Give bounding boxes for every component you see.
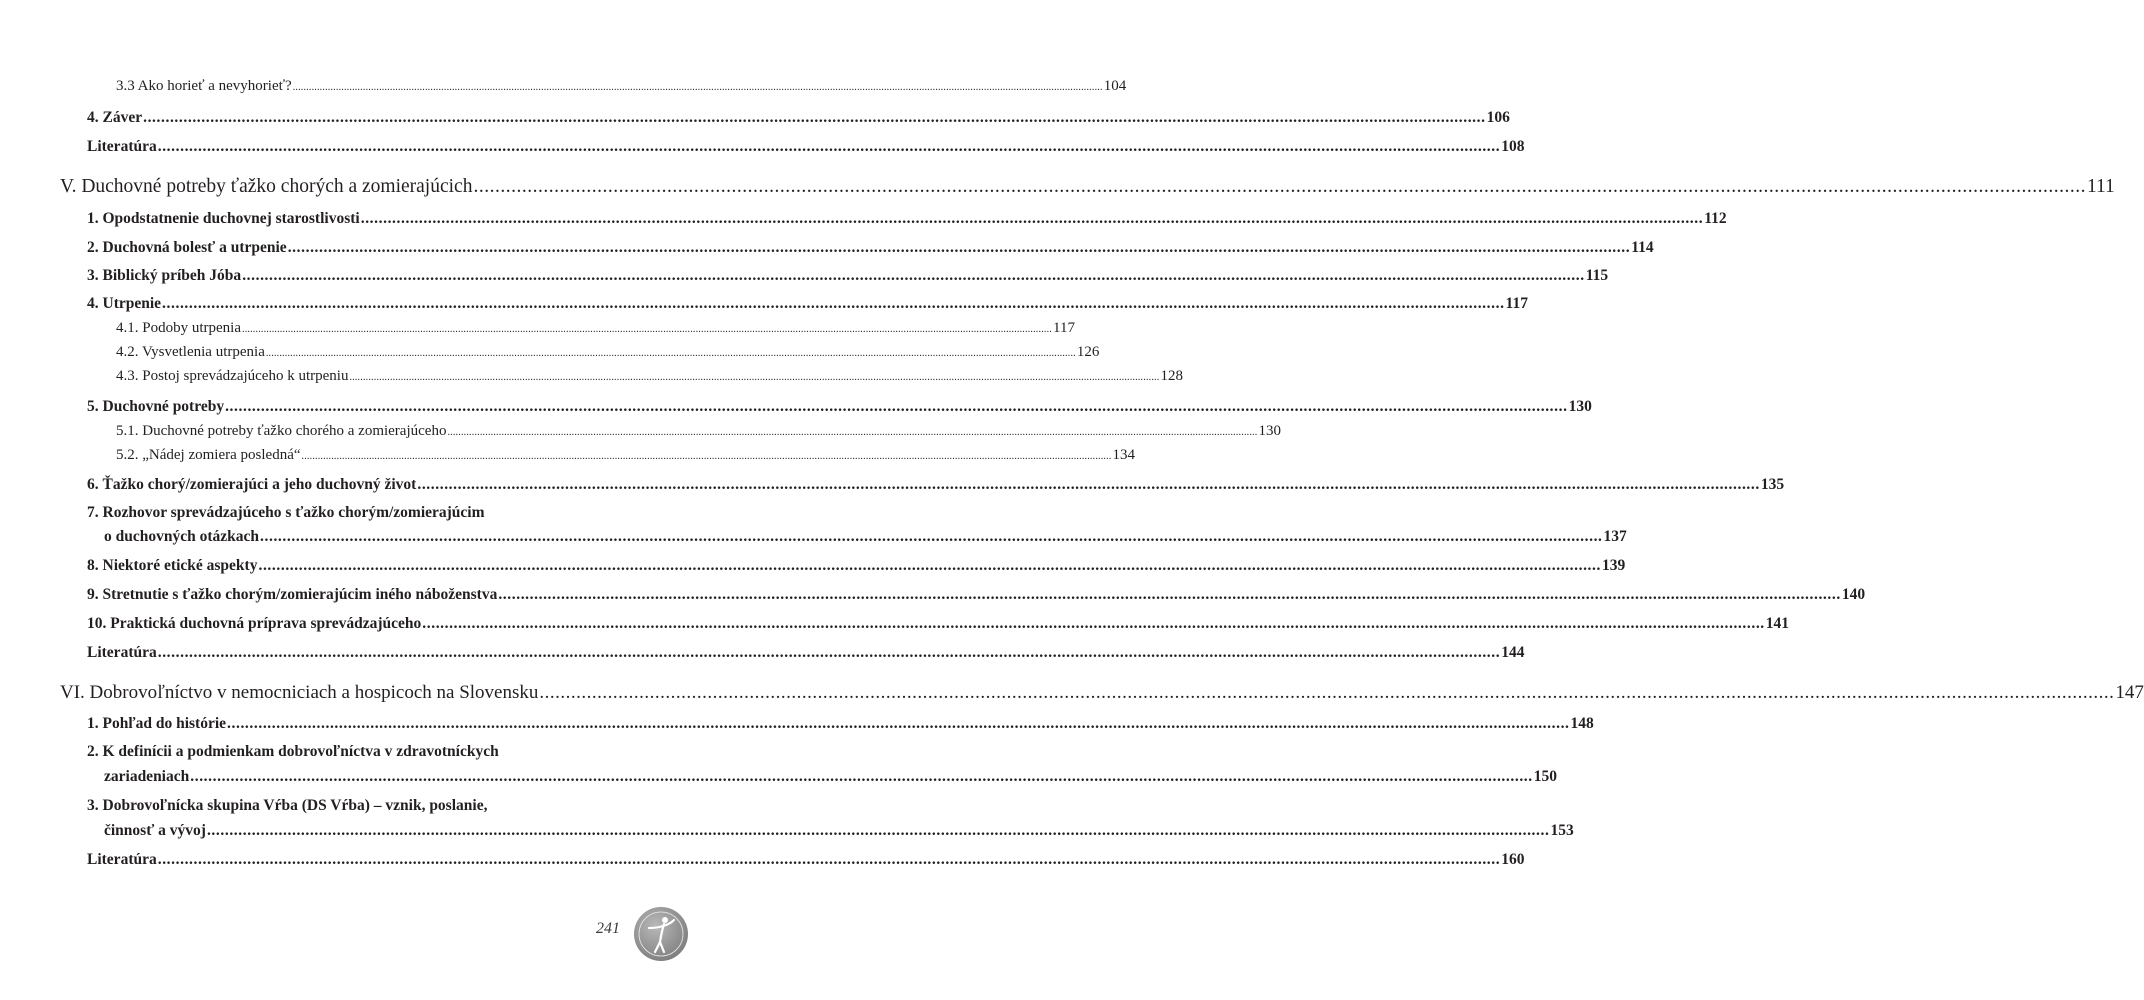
toc-leader-dots: ............................................................................................................................................................................................................................................................................................................: [162, 295, 1505, 312]
toc-entry-title: 10. Praktická duchovná príprava sprevádzajúceho: [87, 615, 422, 632]
toc-entry: [87, 138, 1525, 156]
toc-chapter: [60, 176, 2115, 198]
toc-subentry-title: 5.1. Duchovné potreby ťažko chorého a zomierajúceho: [116, 423, 447, 439]
toc-entry-title: 3.3 Ako horieť a nevyhorieť?: [116, 78, 292, 94]
toc-entry: [104, 528, 1627, 546]
toc-entry-title: 3. Biblický príbeh Jóba: [87, 267, 242, 284]
toc-entry: [87, 295, 1528, 313]
toc-entry-page: 150: [1533, 768, 1557, 785]
toc-entry: [104, 768, 1557, 786]
toc-leader-dots: ............................................................................................................................................................................................................................................................................................................: [157, 644, 1501, 661]
toc-leader-dots: ............................................................................................................................................................................................................................................................................................................: [292, 82, 1103, 93]
toc-leader-dots: ............................................................................................................................................................................................................................................................................................................: [360, 210, 1704, 227]
toc-entry-page: 104: [1103, 78, 1127, 94]
toc-entry-page: 144: [1501, 644, 1525, 661]
toc-chapter-title: V. Duchovné potreby ťažko chorých a zomierajúcich: [60, 176, 473, 197]
toc-entry-title-line1: 3. Dobrovoľnícka skupina Vŕba (DS Vŕba) – vznik, poslanie,: [87, 797, 488, 814]
toc-entry-title: 6. Ťažko chorý/zomierajúci a jeho duchovný život: [87, 476, 417, 493]
toc-entry: [87, 398, 1592, 416]
toc-leader-dots: ............................................................................................................................................................................................................................................................................................................: [417, 476, 1760, 493]
toc-leader-dots: ............................................................................................................................................................................................................................................................................................................: [301, 451, 1112, 462]
toc-leader-dots: ............................................................................................................................................................................................................................................................................................................: [242, 267, 1585, 284]
toc-entry-title: Literatúra: [87, 138, 157, 155]
toc-entry-page: 148: [1570, 715, 1594, 732]
toc-entry: [87, 267, 1609, 285]
toc-entry-title-line1: 2. K definícii a podmienkam dobrovoľníctva v zdravotníckych: [87, 743, 499, 760]
toc-leader-dots: ............................................................................................................................................................................................................................................................................................................: [422, 615, 1765, 632]
toc-subentry: [116, 423, 1281, 440]
toc-entry-page: 130: [1568, 398, 1592, 415]
toc-leader-dots: ............................................................................................................................................................................................................................................................................................................: [190, 768, 1533, 785]
toc-chapter: [60, 682, 2144, 704]
toc-entry-page: 153: [1550, 822, 1574, 839]
toc-entry-page: 137: [1603, 528, 1627, 545]
toc-entry-page: 139: [1601, 557, 1626, 574]
toc-entry-page: 112: [1704, 210, 1727, 227]
toc-leader-dots: ............................................................................................................................................................................................................................................................................................................: [447, 427, 1258, 438]
toc-leader-dots: ............................................................................................................................................................................................................................................................................................................: [265, 348, 1076, 359]
toc-leader-dots: ............................................................................................................................................................................................................................................................................................................: [157, 138, 1501, 155]
toc-entry: [87, 210, 1727, 228]
toc-entry-title: činnosť a vývoj: [104, 822, 206, 839]
toc-leader-dots: ............................................................................................................................................................................................................................................................................................................: [260, 528, 1603, 545]
toc-entry-title: 9. Stretnutie s ťažko chorým/zomierajúcim iného náboženstva: [87, 586, 498, 603]
toc-entry: [87, 239, 1654, 257]
toc-entry-title: o duchovných otázkach: [104, 528, 260, 545]
toc-entry-page: 106: [1486, 109, 1510, 126]
toc-entry: [87, 851, 1525, 869]
toc-entry: [87, 557, 1626, 575]
toc-leader-dots: ............................................................................................................................................................................................................................................................................................................: [206, 822, 1550, 839]
human-figure-circle-logo-icon: [633, 906, 689, 962]
toc-entry: [104, 822, 1574, 840]
toc-leader-dots: ............................................................................................................................................................................................................................................................................................................: [227, 715, 1570, 732]
toc-subentry-page: 134: [1112, 447, 1136, 463]
toc-entry: [87, 476, 1785, 494]
toc-entry-page: 141: [1765, 615, 1790, 632]
toc-subentry: [116, 344, 1100, 361]
toc-entry: [87, 615, 1790, 633]
toc-entry-page: 115: [1585, 267, 1609, 284]
toc-entry-title: 1. Opodstatnenie duchovnej starostlivosti: [87, 210, 360, 227]
toc-entry: [87, 586, 1866, 604]
toc-leader-dots: ............................................................................................................................................................................................................................................................................................................: [258, 557, 1601, 574]
toc-chapter-title: VI. Dobrovoľníctvo v nemocniciach a hospicoch na Slovensku: [60, 682, 539, 703]
toc-entry-title: 1. Pohľad do histórie: [87, 715, 227, 732]
toc-entry-title: Literatúra: [87, 851, 157, 868]
toc-subentry-page: 130: [1258, 423, 1281, 439]
toc-subentry-title: 4.1. Podoby utrpenia: [116, 320, 241, 336]
toc-subentry-page: 117: [1053, 320, 1075, 336]
toc-subentry: [116, 447, 1136, 464]
toc-chapter-page: 111: [2086, 176, 2115, 197]
toc-entry-title: 4. Záver: [87, 109, 143, 126]
toc-subentry-page: 126: [1076, 344, 1100, 360]
toc-leader-dots: ............................................................................................................................................................................................................................................................................................................: [539, 682, 2115, 703]
toc-entry: [116, 78, 1127, 95]
toc-entry-page: 160: [1501, 851, 1525, 868]
toc-subentry-title: 4.3. Postoj sprevádzajúceho k utrpeniu: [116, 368, 349, 384]
toc-subentry-page: 128: [1160, 368, 1183, 384]
toc-entry: [87, 109, 1510, 127]
toc-leader-dots: ............................................................................................................................................................................................................................................................................................................: [498, 586, 1841, 603]
toc-subentry: [116, 368, 1183, 385]
toc-subentry-title: 4.2. Vysvetlenia utrpenia: [116, 344, 265, 360]
toc-leader-dots: ............................................................................................................................................................................................................................................................................................................: [287, 239, 1631, 256]
toc-entry-page: 114: [1631, 239, 1654, 256]
toc-leader-dots: ............................................................................................................................................................................................................................................................................................................: [157, 851, 1501, 868]
toc-entry-title-line1: 7. Rozhovor sprevádzajúceho s ťažko chorým/zomierajúcim: [87, 504, 485, 521]
toc-entry-page: 135: [1760, 476, 1785, 493]
toc-subentry: [116, 320, 1075, 337]
toc-entry-title: 4. Utrpenie: [87, 295, 162, 312]
toc-entry: [87, 644, 1525, 662]
toc-entry: [87, 715, 1594, 733]
toc-leader-dots: ............................................................................................................................................................................................................................................................................................................: [242, 324, 1052, 335]
toc-entry-page: 117: [1505, 295, 1528, 312]
toc-entry-title: 8. Niektoré etické aspekty: [87, 557, 258, 574]
toc-entry-title: zariadeniach: [104, 768, 190, 785]
toc-entry-page: 108: [1501, 138, 1525, 155]
page-number: 241: [596, 920, 620, 937]
toc-leader-dots: ............................................................................................................................................................................................................................................................................................................: [349, 372, 1160, 383]
toc-chapter-page: 147: [2115, 682, 2144, 703]
toc-leader-dots: ............................................................................................................................................................................................................................................................................................................: [225, 398, 1568, 415]
toc-entry-page: 140: [1841, 586, 1866, 603]
toc-leader-dots: ............................................................................................................................................................................................................................................................................................................: [143, 109, 1486, 126]
toc-entry-title: 2. Duchovná bolesť a utrpenie: [87, 239, 287, 256]
toc-leader-dots: ............................................................................................................................................................................................................................................................................................................: [473, 176, 2086, 197]
toc-entry-title: Literatúra: [87, 644, 157, 661]
toc-entry-title: 5. Duchovné potreby: [87, 398, 225, 415]
toc-subentry-title: 5.2. „Nádej zomiera posledná“: [116, 447, 301, 463]
